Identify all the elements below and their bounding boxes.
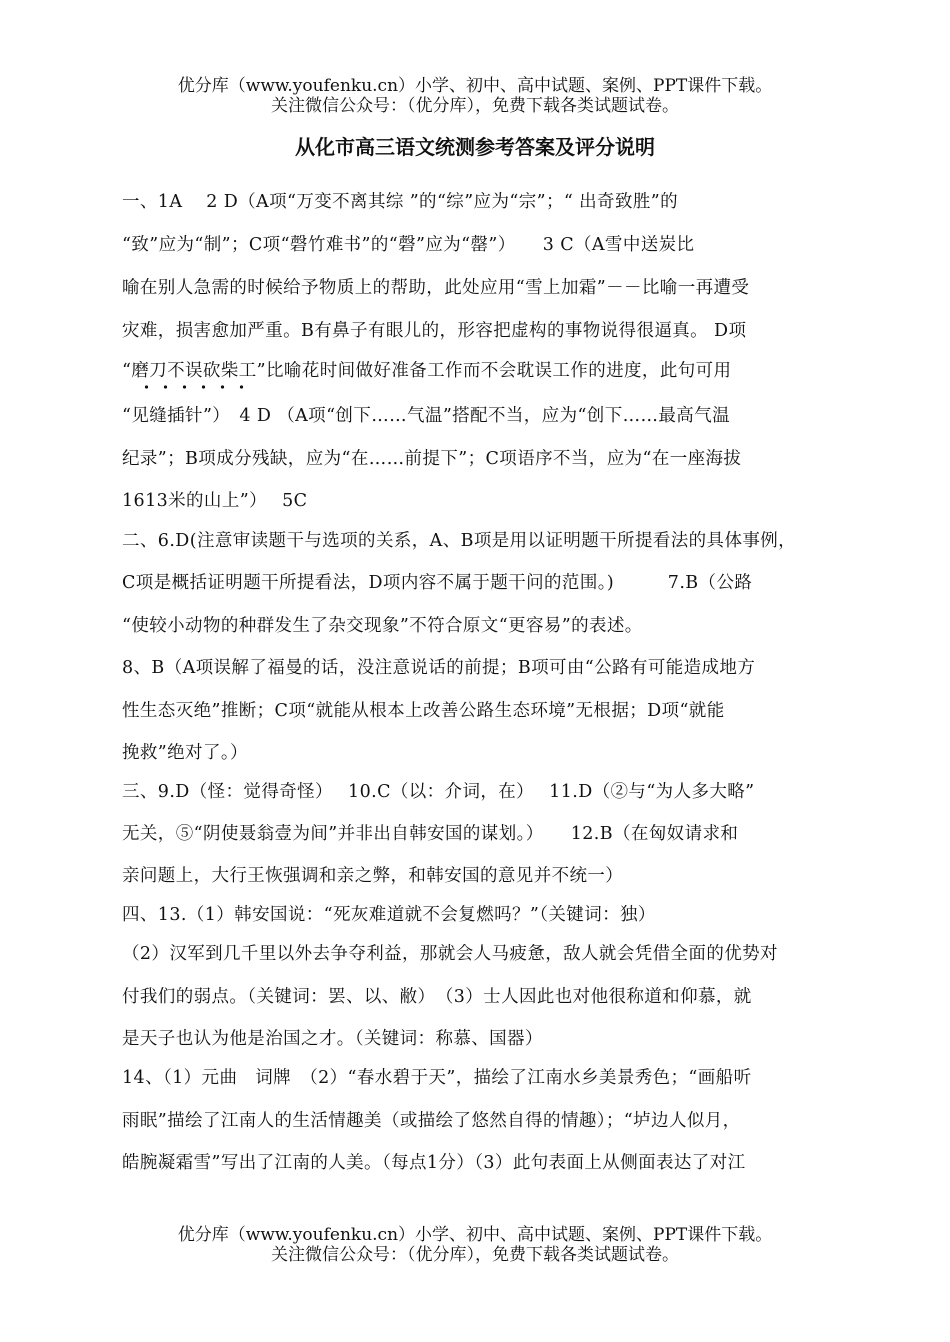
header-banner xyxy=(0,76,950,116)
body-line-8: 1613米的山上”） 5C xyxy=(122,491,308,511)
body-line-5 xyxy=(122,359,731,383)
body-line-7: 纪录”；B项成分残缺，应为“在……前提下”；C项语序不当，应为“在一座海拔 xyxy=(122,449,742,469)
emphasized-idiom: 磨刀不误砍柴工 xyxy=(131,361,257,381)
quote-open: “ xyxy=(122,361,132,381)
footer-line-2: 关注微信公众号：（优分库），免费下载各类试题试卷。 xyxy=(271,1245,679,1265)
body-line-22: 14、（1）元曲 词牌 （2）“春水碧于天”，描绘了江南水乡美景秀色；“画船听 xyxy=(122,1068,752,1088)
body-line-16: 无关，⑤“阴使聂翁壹为间”并非出自韩安国的谋划。） 12.B（在匈奴请求和 xyxy=(122,824,739,844)
body-line-19: （2）汉军到几千里以外去争夺利益，那就会人马疲惫，敌人就会凭借全面的优势对 xyxy=(122,944,778,964)
body-line-10: C项是概括证明题干所提看法，D项内容不属于题干问的范围。) 7.B（公路 xyxy=(122,573,753,593)
body-line-17: 亲问题上，大行王恢强调和亲之弊，和韩安国的意见并不统一） xyxy=(122,866,624,886)
body-line-11: “使较小动物的种群发生了杂交现象”不符合原文“更容易”的表述。 xyxy=(122,616,643,636)
body-line-6: “见缝插针”） 4 D （A项“创下……气温”搭配不当，应为“创下……最高气温 xyxy=(122,406,731,426)
body-line-18: 四、13.（1）韩安国说：“死灰难道就不会复燃吗？”（关键词：独） xyxy=(122,905,656,925)
banner-line-2: 关注微信公众号：（优分库），免费下载各类试题试卷。 xyxy=(271,96,679,116)
body-line-15: 三、9.D（怪：觉得奇怪） 10.C（以：介词，在） 11.D（②与“为人多大略” xyxy=(122,782,755,802)
idiom-explanation: ”比喻花时间做好准备工作而不会耽误工作的进度，此句可用 xyxy=(256,361,732,381)
body-line-21: 是天子也认为他是治国之才。（关键词：称慕、国器） xyxy=(122,1029,543,1049)
banner-line-1: 优分库（www.youfenku.cn）小学、初中、高中试题、案例、PPT课件下载。 xyxy=(177,76,773,96)
body-line-12: 8、B（A项误解了福曼的话，没注意说话的前提；B项可由“公路有可能造成地方 xyxy=(122,658,756,678)
body-line-1: 一、1A 2 D（A项“万变不离其综 ”的“综”应为“宗”；“ 出奇致胜”的 xyxy=(122,192,678,212)
body-line-9: 二、6.D(注意审读题干与选项的关系，A、B项是用以证明题干所提看法的具体事例， xyxy=(122,531,797,551)
body-line-4: 灾难，损害愈加严重。B有鼻子有眼儿的，形容把虚构的事物说得很逼真。 D项 xyxy=(122,321,747,341)
page-title: 从化市高三语文统测参考答案及评分说明 xyxy=(295,135,655,159)
body-line-23: 雨眠”描绘了江南人的生活情趣美（或描绘了悠然自得的情趣）；“垆边人似月， xyxy=(122,1111,741,1131)
footer-line-1: 优分库（www.youfenku.cn）小学、初中、高中试题、案例、PPT课件下载。 xyxy=(177,1225,773,1245)
body-line-13: 性生态灭绝”推断；C项“就能从根本上改善公路生态环境”无根据；D项“就能 xyxy=(122,701,725,721)
body-line-24: 皓腕凝霜雪”写出了江南的人美。（每点1分）（3）此句表面上从侧面表达了对江 xyxy=(122,1153,746,1173)
footer-banner xyxy=(0,1225,950,1265)
body-line-2: “致”应为“制”；C项“磬竹难书”的“磬”应为“罄”） 3 C（A雪中送炭比 xyxy=(122,235,695,255)
body-line-3: 喻在别人急需的时候给予物质上的帮助，此处应用“雪上加霜”－－比喻一再遭受 xyxy=(122,278,750,298)
body-line-20: 付我们的弱点。（关键词：罢、以、敝） （3）士人因此也对他很称道和仰慕，就 xyxy=(122,987,752,1007)
body-line-14: 挽救”绝对了。） xyxy=(122,743,248,763)
